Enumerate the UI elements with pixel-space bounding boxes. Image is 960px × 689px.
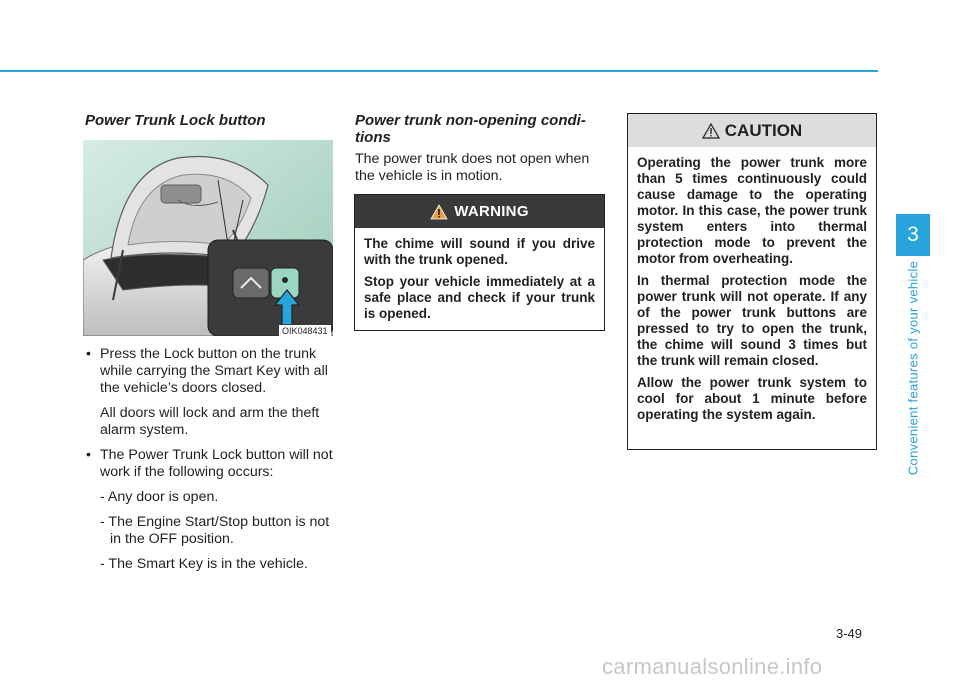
bullet-item: • The Power Trunk Lock button will not work if the following occurs: [86,447,333,480]
warning-box [354,194,605,331]
caution-triangle-icon [702,123,720,139]
left-body [85,346,335,581]
bullet-text: Press the Lock button on the trunk while carrying the Smart Key with all the vehicle’s doors closed. [100,346,328,396]
chapter-tab: 3 [896,214,930,256]
section-title-power-trunk-lock: Power Trunk Lock button [85,112,266,129]
trunk-lock-illustration [83,140,333,336]
chapter-label: Convenient features of your vehicle [905,260,921,476]
caution-box [627,113,877,450]
caution-label: CAUTION [724,120,803,140]
caution-paragraph: Allow the power trunk system to cool for about 1 minute before operating the system again. [637,375,867,422]
bullet-item: • Press the Lock button on the trunk while carrying the Smart Key with all the vehicle’s doors closed. [86,346,328,396]
warning-label: WARNING [454,203,529,220]
caution-header [628,114,876,147]
section-title-non-opening: Power trunk non-opening condi-tions [355,112,586,146]
caution-paragraph: In thermal protection mode the power trunk will not operate. If any of the power trunk buttons are pressed to try to open the trunk, the chime will sound 3 times but the trunk will remain closed. [637,273,867,368]
bullet-note: All doors will lock and arm the theft alarm system. [100,405,320,438]
caution-body [628,147,876,423]
condition-item: - Any door is open. [100,489,219,505]
warning-body [355,228,604,322]
warning-paragraph: The chime will sound if you drive with the trunk opened. [364,236,595,267]
warning-paragraph: Stop your vehicle immediately at a safe place and check if your trunk is opened. [364,274,595,321]
figure-caption: OIK048431 [279,325,331,337]
watermark-text: carmanualsonline.info [602,654,823,679]
condition-item: - The Engine Start/Stop button is not in the OFF position. [100,514,330,547]
caution-paragraph: Operating the power trunk more than 5 times continuously could cause damage to the operating motor. In this case, the power trunk system enters into thermal protection mode to prevent the motor from overheating. [637,155,867,266]
page-number: 3-49 [836,626,863,641]
warning-triangle-icon [430,204,448,220]
bullet-text: The Power Trunk Lock button will not work if the following occurs: [100,447,333,480]
warning-header [355,195,604,228]
condition-item: - The Smart Key is in the vehicle. [100,556,308,572]
header-rule [0,70,878,72]
middle-body: The power trunk does not open when the vehicle is in motion. [355,151,590,184]
